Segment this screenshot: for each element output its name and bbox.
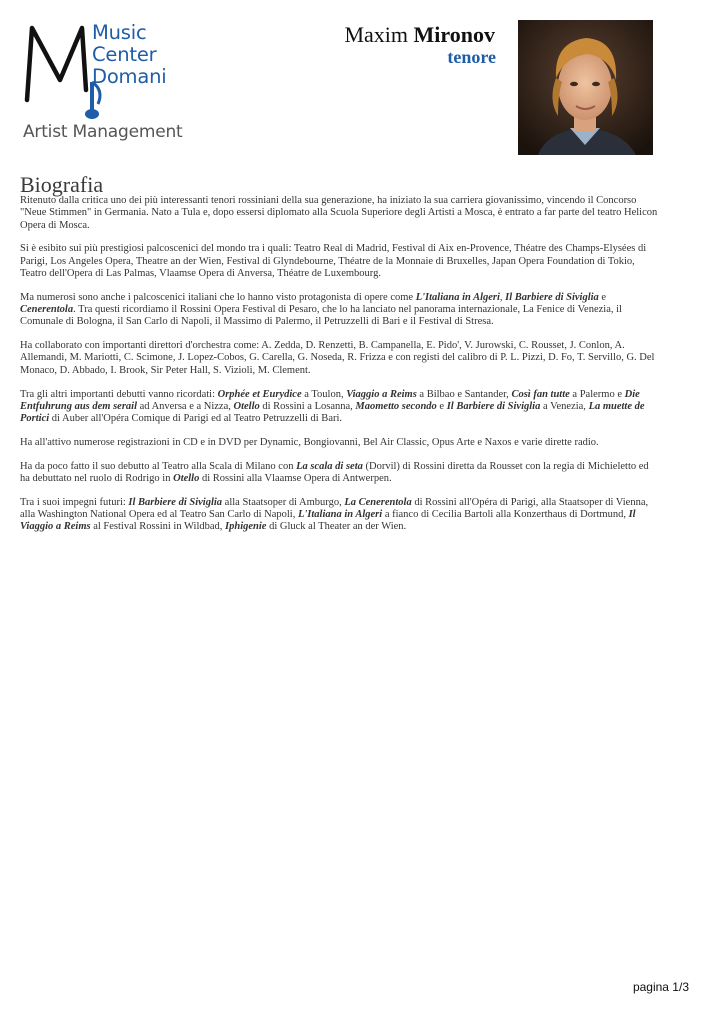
logo-word-center: Center <box>92 43 157 66</box>
bio-text: Si è esibito sui più prestigiosi palcoscenici del mondo tra i quali: Teatro Real di Madrid, Festival di Aix en-Provence, Théatre des Champs-Elysées di Parigi, Los Angeles Opera, Theatre an der Wien, Festival di Glyndebourne, Théatre de la Monnaie di Bruxelles, Japan Opera Foundation di Tokio, Teatro dell'Opera di Las Palmas, Vlaamse Opera di Anversa, Théatre de Luxembourg. <box>20 243 647 279</box>
bio-text: a fianco di Cecilia Bartoli alla Konzerthaus di Dortmund, <box>382 509 629 521</box>
bio-text: ad Anversa e a Nizza, <box>137 400 234 412</box>
opera-title: La Cenerentola <box>344 496 412 508</box>
portrait-image <box>518 20 653 155</box>
bio-text: di Rossini all'Opéra di Parigi, alla Staatsoper di Vienna, alla Washington National Opera ed al Teatro San Carlo di Napoli, <box>20 496 649 521</box>
artist-first-name: Maxim <box>344 22 409 47</box>
opera-title: Maometto secondo <box>355 400 437 412</box>
opera-title: Il Viaggio a Reims <box>20 509 636 533</box>
bio-text: Tra i suoi impegni futuri: <box>20 496 129 508</box>
bio-text: , <box>499 291 506 303</box>
biography-text <box>20 195 660 545</box>
logo-word-music: Music <box>92 21 147 44</box>
opera-title: La muette de Portici <box>20 400 645 425</box>
opera-title: Orphée et Eurydice <box>217 388 302 400</box>
page-number: pagina 1/3 <box>632 980 689 994</box>
bio-paragraph <box>20 461 660 486</box>
bio-text: e <box>598 291 607 303</box>
bio-text: . Tra questi ricordiamo il Rossini Opera Festival di Pesaro, che lo ha lanciato nel panorama internazionale, La Fenice di Venezia, il Comunale di Bologna, il San Carlo di Napoli, il Massimo di Palermo, il Petruzzelli di Bari e il Festival di Stresa. <box>20 304 622 328</box>
music-center-domani-logo <box>20 20 195 150</box>
bio-text: Ha collaborato con importanti direttori d'orchestra come: A. Zedda, D. Renzetti, B. Campanella, E. Pido', V. Jurowski, C. Rousset, J. Conlon, A. Allemandi, M. Mariotti, C. Scimone, J. Lopez-Cobos, G. Carella, G. Noseda, R. Frizza e con registi del calibro di P. L. Pizzi, D. Fo, T. Servillo, G. Del Monaco, D. Abbado, I. Brook, Sir Peter Hall, S. Vizioli, M. Clement. <box>20 340 655 376</box>
bio-paragraph <box>20 340 660 377</box>
bio-text: di Auber all'Opéra Comique di Parigi ed al Teatro Petruzzelli di Bari. <box>49 413 343 425</box>
bio-paragraph <box>20 195 660 232</box>
bio-text: Ha da poco fatto il suo debutto al Teatro alla Scala di Milano con <box>20 460 297 472</box>
artist-name <box>344 22 495 48</box>
artist-portrait <box>518 20 653 155</box>
opera-title: Otello <box>233 400 260 412</box>
artist-voice-type: tenore <box>447 47 496 67</box>
logo-word-domani: Domani <box>92 65 167 88</box>
opera-title: Il Barbiere di Siviglia <box>446 400 541 412</box>
bio-text: Ritenuto dalla critica uno dei più interessanti tenori rossiniani della sua generazione, ha iniziato la sua carriera giovanissimo, vincendo il Concorso "Neue Stimmen" in Germania. Nato a Tula e, dopo essersi diplomato alla Scuola Superiore degli Artisti a Mosca, è entrato a far parte del teatro Helicon Opera di Mosca. <box>20 195 658 231</box>
opera-title: Il Barbiere di Siviglia <box>128 496 223 508</box>
bio-paragraph <box>20 437 660 449</box>
section-title-biografia: Biografia <box>20 172 104 197</box>
bio-text: Ma numerosi sono anche i palcoscenici italiani che lo hanno visto protagonista di opere come <box>20 291 416 303</box>
bio-text: Ha all'attivo numerose registrazioni in CD e in DVD per Dynamic, Bongiovanni, Bel Air Classic, Opus Arte e Naxos e varie dirette radio. <box>20 436 599 448</box>
opera-title: Iphigenie <box>225 521 267 533</box>
bio-text: a Bilbao e Santander, <box>416 388 512 400</box>
bio-text: al Festival Rossini in Wildbad, <box>90 521 226 533</box>
bio-paragraph <box>20 292 660 329</box>
opera-title: Die Entfuhrung aus dem serail <box>20 388 640 412</box>
bio-text: di Gluck al Theater an der Wien. <box>266 521 407 533</box>
logo-subtitle: Artist Management <box>23 122 183 142</box>
opera-title: L'Italiana in Algeri <box>415 291 500 303</box>
artist-last-name: Mironov <box>413 22 495 47</box>
opera-title: Cenerentola <box>20 304 74 316</box>
opera-title: La scala di seta <box>296 460 363 472</box>
bio-text: e <box>436 400 447 412</box>
opera-title: Il Barbiere di Siviglia <box>505 291 599 303</box>
bio-text: di Rossini a Losanna, <box>259 400 356 412</box>
bio-text: a Palermo e <box>569 388 625 400</box>
bio-text: di Rossini alla Vlaamse Opera di Antwerpen. <box>199 473 392 485</box>
bio-text: alla Staatsoper di Amburgo, <box>222 496 345 508</box>
bio-paragraph <box>20 389 660 426</box>
bio-text: a Toulon, <box>301 388 347 400</box>
opera-title: Così fan tutte <box>511 388 570 400</box>
bio-text: (Dorvil) di Rossini diretta da Rousset con la regia di Michieletto ed ha debuttato nel ruolo di Rodrigo in <box>20 460 649 485</box>
opera-title: Otello <box>173 473 200 485</box>
bio-paragraph <box>20 243 660 280</box>
opera-title: L'Italiana in Algeri <box>297 509 383 521</box>
bio-paragraph <box>20 497 660 534</box>
bio-text: a Venezia, <box>540 400 589 412</box>
opera-title: Viaggio a Reims <box>346 388 417 400</box>
bio-text: Tra gli altri importanti debutti vanno ricordati: <box>20 388 218 400</box>
